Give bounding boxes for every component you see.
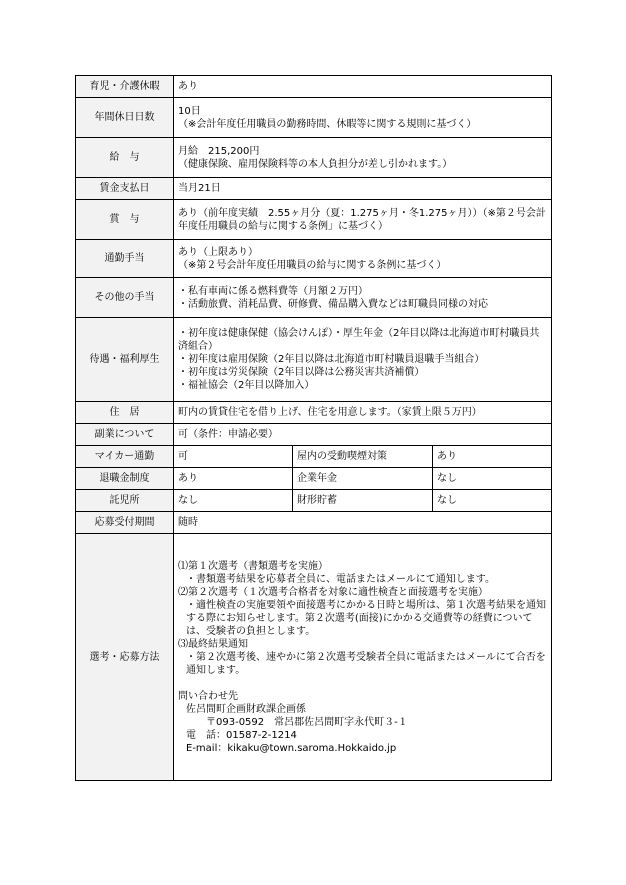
- savings-value: なし: [433, 490, 552, 512]
- childcare-label: 育児・介護休暇: [76, 76, 174, 98]
- nursery-label: 託児所: [76, 490, 174, 512]
- job-conditions-table: [75, 75, 552, 781]
- bonus-text: あり（前年度実績 2.55ヶ月分（夏：1.275ヶ月・冬1.275ヶ月））（※第２号会計年度任用職員の給与に関する条例」に基づく）: [178, 207, 546, 232]
- side-job-value: 可（条件：申請必要）: [174, 424, 552, 446]
- row-side-job: [76, 424, 552, 446]
- holidays-label: 年間休日日数: [76, 98, 174, 138]
- row-period: [76, 512, 552, 534]
- holidays-note: （※会計年度任用職員の勤務時間、休暇等に関する規則に基づく）: [178, 118, 477, 130]
- other-allowance-value: [174, 278, 552, 318]
- row-bonus: [76, 200, 552, 240]
- contact-title: 問い合わせ先: [178, 690, 238, 702]
- housing-label: 住 居: [76, 402, 174, 424]
- spacer: [178, 677, 547, 690]
- period-value: 随時: [174, 512, 552, 534]
- selection-step2-text: ・適性検査の実施要領や面接選考にかかる日時と場所は、第１次選考結果を通知する際にお知らせします。第２次選考(面接)にかかる交通費等の経費については、受験者の負担とします。: [186, 599, 546, 637]
- welfare-item: ・初年度は労災保険（2年目以降は公務災害共済補償）: [178, 367, 425, 378]
- selection-step1-text: ・書類選考結果を応募者全員に、電話またはメールにて通知します。: [186, 573, 495, 585]
- welfare-item: ・初年度は健康保健（協会けんぽ）・厚生年金（2年目以降は北海道市町村職員共済組合）: [178, 328, 540, 352]
- salary-label: 給 与: [76, 138, 174, 178]
- other-allowance-item: ・私有車両に係る燃料費等（月額２万円）: [178, 285, 368, 297]
- row-other-allowance: [76, 278, 552, 318]
- payday-value: 当月21日: [174, 178, 552, 200]
- other-allowance-label: その他の手当: [76, 278, 174, 318]
- period-label: 応募受付期間: [76, 512, 174, 534]
- row-salary: [76, 138, 552, 178]
- row-nursery: [76, 490, 552, 512]
- retirement-label: 退職金制度: [76, 468, 174, 490]
- side-job-label: 副業について: [76, 424, 174, 446]
- selection-step2-title: ⑵第２次選考（１次選考合格者を対象に適性検査と面接選考を実施）: [178, 586, 488, 598]
- row-retirement: [76, 468, 552, 490]
- selection-value: [174, 534, 552, 781]
- row-housing: [76, 402, 552, 424]
- commute-value: [174, 240, 552, 278]
- row-welfare: [76, 318, 552, 402]
- childcare-value: あり: [174, 76, 552, 98]
- housing-value: 町内の賃貸住宅を借り上げ、住宅を用意します。（家賃上限５万円）: [174, 402, 552, 424]
- car-label: マイカー通勤: [76, 446, 174, 468]
- bonus-value: [174, 200, 552, 240]
- car-value: 可: [174, 446, 293, 468]
- salary-note: （健康保険、雇用保険料等の本人負担分が差し引かれます。）: [178, 158, 453, 170]
- welfare-item: ・福祉協会（2年目以降加入）: [178, 380, 315, 391]
- retirement-value: あり: [174, 468, 293, 490]
- savings-label: 財形貯蓄: [293, 490, 433, 512]
- smoking-value: あり: [433, 446, 552, 468]
- commute-text: あり（上限あり）: [178, 246, 258, 258]
- pension-label: 企業年金: [293, 468, 433, 490]
- row-commute: [76, 240, 552, 278]
- row-childcare: [76, 76, 552, 98]
- selection-step3-title: ⑶最終結果通知: [178, 638, 248, 650]
- selection-step1-title: ⑴第１次選考（書類選考を実施）: [178, 560, 328, 572]
- welfare-value: [174, 318, 552, 402]
- holidays-days: 10日: [178, 105, 201, 117]
- row-holidays: [76, 98, 552, 138]
- nursery-value: なし: [174, 490, 293, 512]
- welfare-label: 待遇・福利厚生: [76, 318, 174, 402]
- selection-step3-text: ・第２次選考後、速やかに第２次選考受験者全員に電話またはメールにて合否を通知します。: [186, 651, 546, 676]
- selection-label: 選考・応募方法: [76, 534, 174, 781]
- salary-value: [174, 138, 552, 178]
- payday-label: 賃金支払日: [76, 178, 174, 200]
- salary-amount: 月給 215,200円: [178, 145, 260, 157]
- commute-label: 通勤手当: [76, 240, 174, 278]
- contact-email: E-mail：kikaku@town.saroma.Hokkaido.jp: [186, 742, 397, 754]
- row-selection: [76, 534, 552, 781]
- pension-value: なし: [433, 468, 552, 490]
- contact-department: 佐呂間町企画財政課企画係: [186, 703, 306, 715]
- holidays-value: [174, 98, 552, 138]
- smoking-label: 屋内の受動喫煙対策: [293, 446, 433, 468]
- other-allowance-item: ・活動旅費、消耗品費、研修費、備品購入費などは町職員同様の対応: [178, 298, 488, 310]
- contact-phone: 電 話：01587-2-1214: [186, 729, 297, 741]
- row-car: [76, 446, 552, 468]
- bonus-label: 賞 与: [76, 200, 174, 240]
- row-payday: [76, 178, 552, 200]
- welfare-item: ・初年度は雇用保険（2年目以降は北海道市町村職員退職手当組合）: [178, 354, 485, 365]
- commute-note: （※第２号会計年度任用職員の給与に関する条例に基づく）: [178, 259, 447, 271]
- contact-address: 〒093-0592 常呂郡佐呂間町字永代町３-１: [206, 716, 408, 728]
